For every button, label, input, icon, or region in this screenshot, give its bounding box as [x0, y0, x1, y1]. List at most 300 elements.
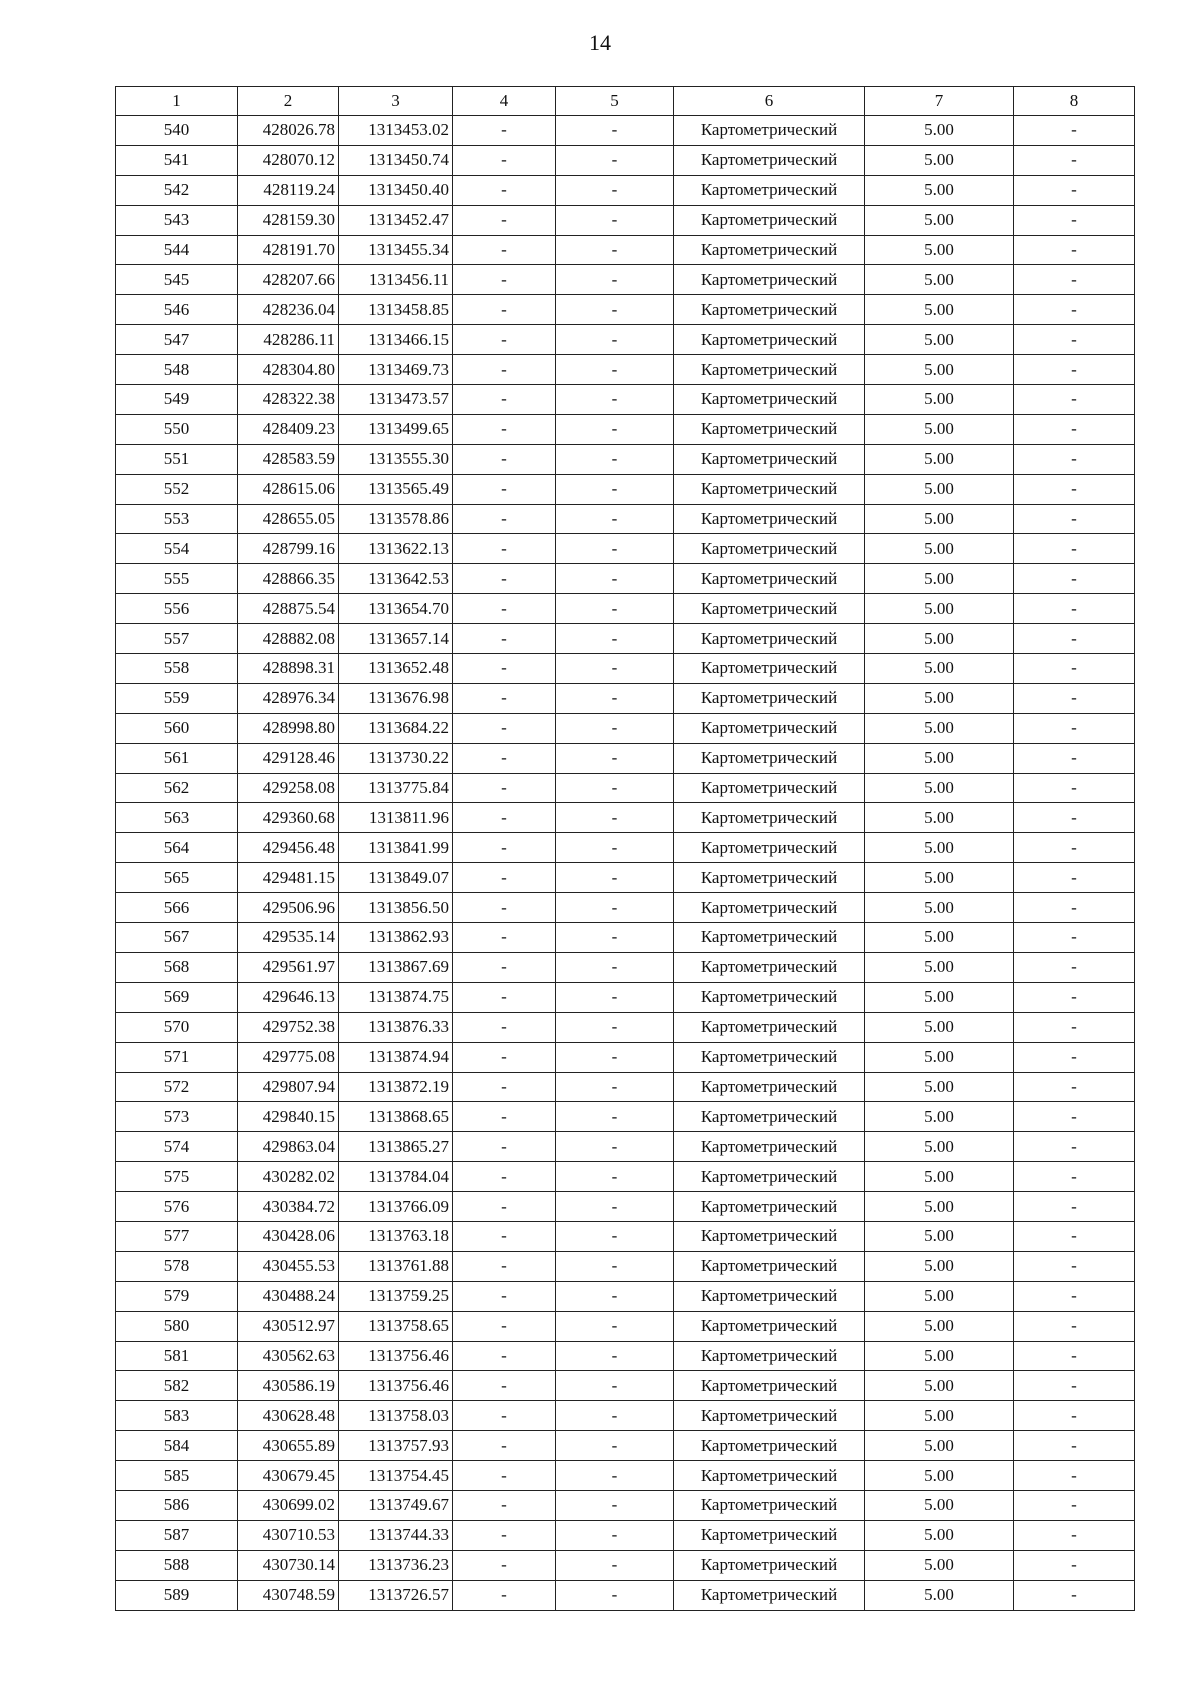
table-cell: Картометрический [674, 385, 865, 415]
table-cell: 5.00 [865, 295, 1014, 325]
table-cell: - [1014, 145, 1135, 175]
table-cell: Картометрический [674, 743, 865, 773]
table-cell: - [556, 1401, 674, 1431]
table-cell: 430710.53 [238, 1520, 339, 1550]
table-row [116, 205, 1135, 235]
table-row [116, 175, 1135, 205]
table-cell: 5.00 [865, 773, 1014, 803]
table-cell: - [1014, 863, 1135, 893]
table-row [116, 474, 1135, 504]
table-cell: 5.00 [865, 1580, 1014, 1610]
table-row [116, 444, 1135, 474]
table-cell: 5.00 [865, 743, 1014, 773]
table-cell: 5.00 [865, 893, 1014, 923]
table-row [116, 1192, 1135, 1222]
table-cell: Картометрический [674, 205, 865, 235]
table-cell: 428998.80 [238, 713, 339, 743]
table-cell: - [1014, 1341, 1135, 1371]
table-row [116, 654, 1135, 684]
table-cell: 1313458.85 [339, 295, 453, 325]
table-cell: - [453, 534, 556, 564]
table-cell: 571 [116, 1042, 238, 1072]
table-cell: - [453, 474, 556, 504]
table-cell: 429840.15 [238, 1102, 339, 1132]
table-cell: - [556, 1580, 674, 1610]
table-cell: - [453, 1192, 556, 1222]
table-cell: 429456.48 [238, 833, 339, 863]
table-cell: 428583.59 [238, 444, 339, 474]
table-cell: Картометрический [674, 833, 865, 863]
table-cell: 5.00 [865, 355, 1014, 385]
table-cell: - [1014, 1580, 1135, 1610]
table-cell: 5.00 [865, 504, 1014, 534]
table-cell: 548 [116, 355, 238, 385]
table-cell: - [1014, 1072, 1135, 1102]
table-cell: - [453, 265, 556, 295]
table-cell: 589 [116, 1580, 238, 1610]
table-cell: 547 [116, 325, 238, 355]
table-cell: - [453, 175, 556, 205]
table-cell: Картометрический [674, 1281, 865, 1311]
table-cell: - [556, 1192, 674, 1222]
table-cell: 5.00 [865, 654, 1014, 684]
table-cell: - [556, 444, 674, 474]
table-cell: 1313450.74 [339, 145, 453, 175]
table-cell: 430679.45 [238, 1461, 339, 1491]
table-row [116, 1431, 1135, 1461]
table-cell: 5.00 [865, 833, 1014, 863]
table-cell: - [1014, 474, 1135, 504]
table-row [116, 1490, 1135, 1520]
table-cell: - [1014, 1012, 1135, 1042]
table-cell: 1313759.25 [339, 1281, 453, 1311]
table-cell: - [453, 773, 556, 803]
table-cell: 430282.02 [238, 1162, 339, 1192]
table-cell: 430488.24 [238, 1281, 339, 1311]
table-cell: - [453, 713, 556, 743]
table-cell: 587 [116, 1520, 238, 1550]
table-cell: 551 [116, 444, 238, 474]
table-cell: 5.00 [865, 145, 1014, 175]
table-cell: - [556, 1102, 674, 1132]
table-cell: - [556, 385, 674, 415]
table-cell: 545 [116, 265, 238, 295]
table-cell: - [1014, 1281, 1135, 1311]
table-cell: - [453, 1042, 556, 1072]
table-cell: Картометрический [674, 713, 865, 743]
table-cell: 5.00 [865, 863, 1014, 893]
table-cell: 428898.31 [238, 654, 339, 684]
table-cell: 544 [116, 235, 238, 265]
column-header-5: 5 [556, 87, 674, 116]
table-cell: - [453, 205, 556, 235]
table-cell: Картометрический [674, 1431, 865, 1461]
table-row [116, 683, 1135, 713]
table-cell: - [453, 385, 556, 415]
table-cell: 549 [116, 385, 238, 415]
table-cell: - [453, 414, 556, 444]
table-cell: 578 [116, 1251, 238, 1281]
table-row [116, 594, 1135, 624]
table-cell: - [453, 1221, 556, 1251]
table-cell: 428615.06 [238, 474, 339, 504]
table-cell: - [556, 923, 674, 953]
table-cell: - [556, 175, 674, 205]
column-header-3: 3 [339, 87, 453, 116]
table-cell: 1313758.65 [339, 1311, 453, 1341]
table-cell: 428119.24 [238, 175, 339, 205]
table-cell: Картометрический [674, 1520, 865, 1550]
table-cell: Картометрический [674, 624, 865, 654]
table-row [116, 1341, 1135, 1371]
table-cell: - [556, 1371, 674, 1401]
table-cell: 1313749.67 [339, 1490, 453, 1520]
table-cell: 565 [116, 863, 238, 893]
table-cell: 428322.38 [238, 385, 339, 415]
table-cell: Картометрический [674, 923, 865, 953]
table-cell: 568 [116, 952, 238, 982]
table-row [116, 116, 1135, 146]
table-cell: Картометрический [674, 1042, 865, 1072]
table-cell: - [453, 564, 556, 594]
table-cell: - [1014, 175, 1135, 205]
table-cell: Картометрический [674, 1401, 865, 1431]
table-row [116, 803, 1135, 833]
column-header-2: 2 [238, 87, 339, 116]
table-cell: 5.00 [865, 385, 1014, 415]
table-cell: 557 [116, 624, 238, 654]
table-cell: - [1014, 1550, 1135, 1580]
table-cell: 556 [116, 594, 238, 624]
table-cell: 1313841.99 [339, 833, 453, 863]
table-cell: 577 [116, 1221, 238, 1251]
table-cell: 573 [116, 1102, 238, 1132]
table-cell: 1313758.03 [339, 1401, 453, 1431]
table-cell: 1313456.11 [339, 265, 453, 295]
table-row [116, 1550, 1135, 1580]
table-cell: 5.00 [865, 1431, 1014, 1461]
table-cell: Картометрический [674, 235, 865, 265]
table-cell: Картометрический [674, 1132, 865, 1162]
table-cell: 5.00 [865, 1490, 1014, 1520]
table-cell: - [453, 1461, 556, 1491]
table-cell: - [556, 414, 674, 444]
table-cell: - [453, 982, 556, 1012]
table-cell: - [556, 803, 674, 833]
table-cell: - [1014, 444, 1135, 474]
table-cell: 428286.11 [238, 325, 339, 355]
table-cell: - [1014, 1192, 1135, 1222]
table-cell: 429561.97 [238, 952, 339, 982]
table-cell: 5.00 [865, 1251, 1014, 1281]
table-cell: 1313784.04 [339, 1162, 453, 1192]
table-cell: 1313469.73 [339, 355, 453, 385]
table-row [116, 1371, 1135, 1401]
table-cell: Картометрический [674, 1192, 865, 1222]
table-cell: - [453, 1012, 556, 1042]
table-cell: - [453, 1132, 556, 1162]
table-cell: - [1014, 1461, 1135, 1491]
table-cell: - [453, 1401, 556, 1431]
table-cell: 1313684.22 [339, 713, 453, 743]
table-cell: - [1014, 833, 1135, 863]
table-row [116, 504, 1135, 534]
table-cell: 430428.06 [238, 1221, 339, 1251]
table-cell: - [453, 504, 556, 534]
table-cell: 5.00 [865, 803, 1014, 833]
table-cell: 1313756.46 [339, 1371, 453, 1401]
table-cell: 428236.04 [238, 295, 339, 325]
table-cell: 5.00 [865, 1221, 1014, 1251]
table-cell: 1313867.69 [339, 952, 453, 982]
table-cell: - [556, 624, 674, 654]
table-row [116, 1012, 1135, 1042]
table-cell: 546 [116, 295, 238, 325]
table-cell: - [556, 1132, 674, 1162]
table-row [116, 564, 1135, 594]
table-cell: 430699.02 [238, 1490, 339, 1520]
table-cell: 1313473.57 [339, 385, 453, 415]
table-cell: - [556, 1311, 674, 1341]
table-row [116, 624, 1135, 654]
table-cell: 1313654.70 [339, 594, 453, 624]
table-cell: 428875.54 [238, 594, 339, 624]
table-cell: 1313452.47 [339, 205, 453, 235]
table-row [116, 235, 1135, 265]
table-cell: 541 [116, 145, 238, 175]
table-cell: Картометрический [674, 265, 865, 295]
table-cell: - [1014, 713, 1135, 743]
table-cell: - [556, 743, 674, 773]
table-row [116, 1162, 1135, 1192]
table-cell: - [1014, 355, 1135, 385]
table-cell: - [556, 1251, 674, 1281]
table-cell: 1313730.22 [339, 743, 453, 773]
table-cell: - [453, 1431, 556, 1461]
table-cell: 572 [116, 1072, 238, 1102]
table-cell: 542 [116, 175, 238, 205]
table-cell: Картометрический [674, 116, 865, 146]
table-cell: - [1014, 116, 1135, 146]
table-cell: Картометрический [674, 504, 865, 534]
table-cell: 1313726.57 [339, 1580, 453, 1610]
table-cell: 1313499.65 [339, 414, 453, 444]
table-row [116, 1580, 1135, 1610]
table-cell: 574 [116, 1132, 238, 1162]
table-cell: - [1014, 594, 1135, 624]
table-cell: - [453, 1371, 556, 1401]
table-cell: - [556, 1012, 674, 1042]
table-cell: - [556, 1221, 674, 1251]
table-cell: 555 [116, 564, 238, 594]
table-cell: - [556, 594, 674, 624]
table-cell: - [556, 1461, 674, 1491]
table-cell: 429128.46 [238, 743, 339, 773]
table-cell: 5.00 [865, 1162, 1014, 1192]
table-cell: 1313578.86 [339, 504, 453, 534]
table-cell: - [453, 1550, 556, 1580]
table-cell: - [556, 265, 674, 295]
table-cell: 429360.68 [238, 803, 339, 833]
table-cell: 1313657.14 [339, 624, 453, 654]
table-cell: 1313455.34 [339, 235, 453, 265]
table-cell: 1313744.33 [339, 1520, 453, 1550]
table-cell: 428070.12 [238, 145, 339, 175]
table-cell: - [556, 116, 674, 146]
column-header-6: 6 [674, 87, 865, 116]
table-row [116, 385, 1135, 415]
table-cell: Картометрический [674, 1461, 865, 1491]
table-cell: 561 [116, 743, 238, 773]
table-cell: 586 [116, 1490, 238, 1520]
table-cell: - [556, 1520, 674, 1550]
table-cell: - [556, 504, 674, 534]
table-cell: - [556, 1042, 674, 1072]
table-cell: Картометрический [674, 1550, 865, 1580]
table-row [116, 1281, 1135, 1311]
table-cell: Картометрический [674, 564, 865, 594]
table-body [116, 116, 1135, 1611]
table-cell: 429481.15 [238, 863, 339, 893]
table-cell: 1313868.65 [339, 1102, 453, 1132]
table-cell: 5.00 [865, 1072, 1014, 1102]
table-cell: 430730.14 [238, 1550, 339, 1580]
table-cell: 429752.38 [238, 1012, 339, 1042]
table-cell: 588 [116, 1550, 238, 1580]
table-cell: 585 [116, 1461, 238, 1491]
table-cell: - [556, 713, 674, 743]
table-cell: - [453, 116, 556, 146]
table-cell: - [556, 205, 674, 235]
table-cell: 5.00 [865, 1281, 1014, 1311]
table-cell: - [556, 145, 674, 175]
table-cell: 570 [116, 1012, 238, 1042]
table-cell: 1313811.96 [339, 803, 453, 833]
table-cell: - [556, 893, 674, 923]
table-cell: 582 [116, 1371, 238, 1401]
table-cell: - [1014, 1221, 1135, 1251]
table-cell: 1313466.15 [339, 325, 453, 355]
table-cell: - [453, 325, 556, 355]
table-cell: Картометрический [674, 683, 865, 713]
table-cell: 5.00 [865, 1550, 1014, 1580]
table-row [116, 414, 1135, 444]
table-cell: 5.00 [865, 1132, 1014, 1162]
column-header-1: 1 [116, 87, 238, 116]
table-cell: 1313761.88 [339, 1251, 453, 1281]
table-cell: - [453, 1251, 556, 1281]
table-cell: 430655.89 [238, 1431, 339, 1461]
table-cell: 1313876.33 [339, 1012, 453, 1042]
table-cell: - [453, 1341, 556, 1371]
table-cell: - [556, 235, 674, 265]
table-cell: 5.00 [865, 624, 1014, 654]
table-cell: 579 [116, 1281, 238, 1311]
table-cell: Картометрический [674, 982, 865, 1012]
table-cell: Картометрический [674, 355, 865, 385]
table-row [116, 1461, 1135, 1491]
table-cell: 429646.13 [238, 982, 339, 1012]
table-cell: 552 [116, 474, 238, 504]
table-cell: 5.00 [865, 923, 1014, 953]
table-cell: 428882.08 [238, 624, 339, 654]
table-cell: 429775.08 [238, 1042, 339, 1072]
table-cell: Картометрический [674, 1580, 865, 1610]
table-cell: - [556, 1341, 674, 1371]
table-cell: 1313766.09 [339, 1192, 453, 1222]
table-cell: - [1014, 295, 1135, 325]
table-row [116, 1401, 1135, 1431]
table-row [116, 952, 1135, 982]
table-cell: - [556, 833, 674, 863]
table-cell: 5.00 [865, 1520, 1014, 1550]
table-row [116, 295, 1135, 325]
table-cell: 566 [116, 893, 238, 923]
table-cell: - [1014, 1132, 1135, 1162]
table-cell: 1313872.19 [339, 1072, 453, 1102]
coordinates-table [115, 86, 1135, 1611]
table-cell: 430384.72 [238, 1192, 339, 1222]
table-cell: - [556, 325, 674, 355]
table-cell: 1313555.30 [339, 444, 453, 474]
table-cell: 584 [116, 1431, 238, 1461]
table-cell: 1313865.27 [339, 1132, 453, 1162]
table-cell: Картометрический [674, 654, 865, 684]
table-cell: - [453, 355, 556, 385]
table-cell: 5.00 [865, 1192, 1014, 1222]
table-cell: 540 [116, 116, 238, 146]
table-cell: - [1014, 265, 1135, 295]
table-cell: - [1014, 1431, 1135, 1461]
table-cell: - [1014, 1490, 1135, 1520]
table-cell: - [453, 1102, 556, 1132]
table-cell: - [453, 1520, 556, 1550]
column-header-7: 7 [865, 87, 1014, 116]
table-cell: - [1014, 683, 1135, 713]
table-cell: 5.00 [865, 1371, 1014, 1401]
table-cell: Картометрический [674, 1072, 865, 1102]
table-cell: 5.00 [865, 265, 1014, 295]
table-cell: 5.00 [865, 175, 1014, 205]
table-cell: - [453, 923, 556, 953]
table-cell: 1313775.84 [339, 773, 453, 803]
table-row [116, 1311, 1135, 1341]
table-cell: Картометрический [674, 863, 865, 893]
table-row [116, 982, 1135, 1012]
table-cell: - [1014, 534, 1135, 564]
table-cell: Картометрический [674, 474, 865, 504]
page-number: 14 [589, 30, 611, 55]
table-cell: 430586.19 [238, 1371, 339, 1401]
table-row [116, 893, 1135, 923]
table-cell: - [1014, 1520, 1135, 1550]
table-cell: 5.00 [865, 1341, 1014, 1371]
table-cell: - [453, 743, 556, 773]
table-cell: 428207.66 [238, 265, 339, 295]
table-cell: 5.00 [865, 713, 1014, 743]
table-cell: Картометрический [674, 325, 865, 355]
table-cell: 1313763.18 [339, 1221, 453, 1251]
table-cell: 558 [116, 654, 238, 684]
table-row [116, 355, 1135, 385]
table-cell: 5.00 [865, 1401, 1014, 1431]
table-cell: 554 [116, 534, 238, 564]
table-cell: 1313874.94 [339, 1042, 453, 1072]
table-cell: - [453, 803, 556, 833]
table-cell: 5.00 [865, 564, 1014, 594]
table-cell: 1313757.93 [339, 1431, 453, 1461]
table-cell: - [556, 295, 674, 325]
